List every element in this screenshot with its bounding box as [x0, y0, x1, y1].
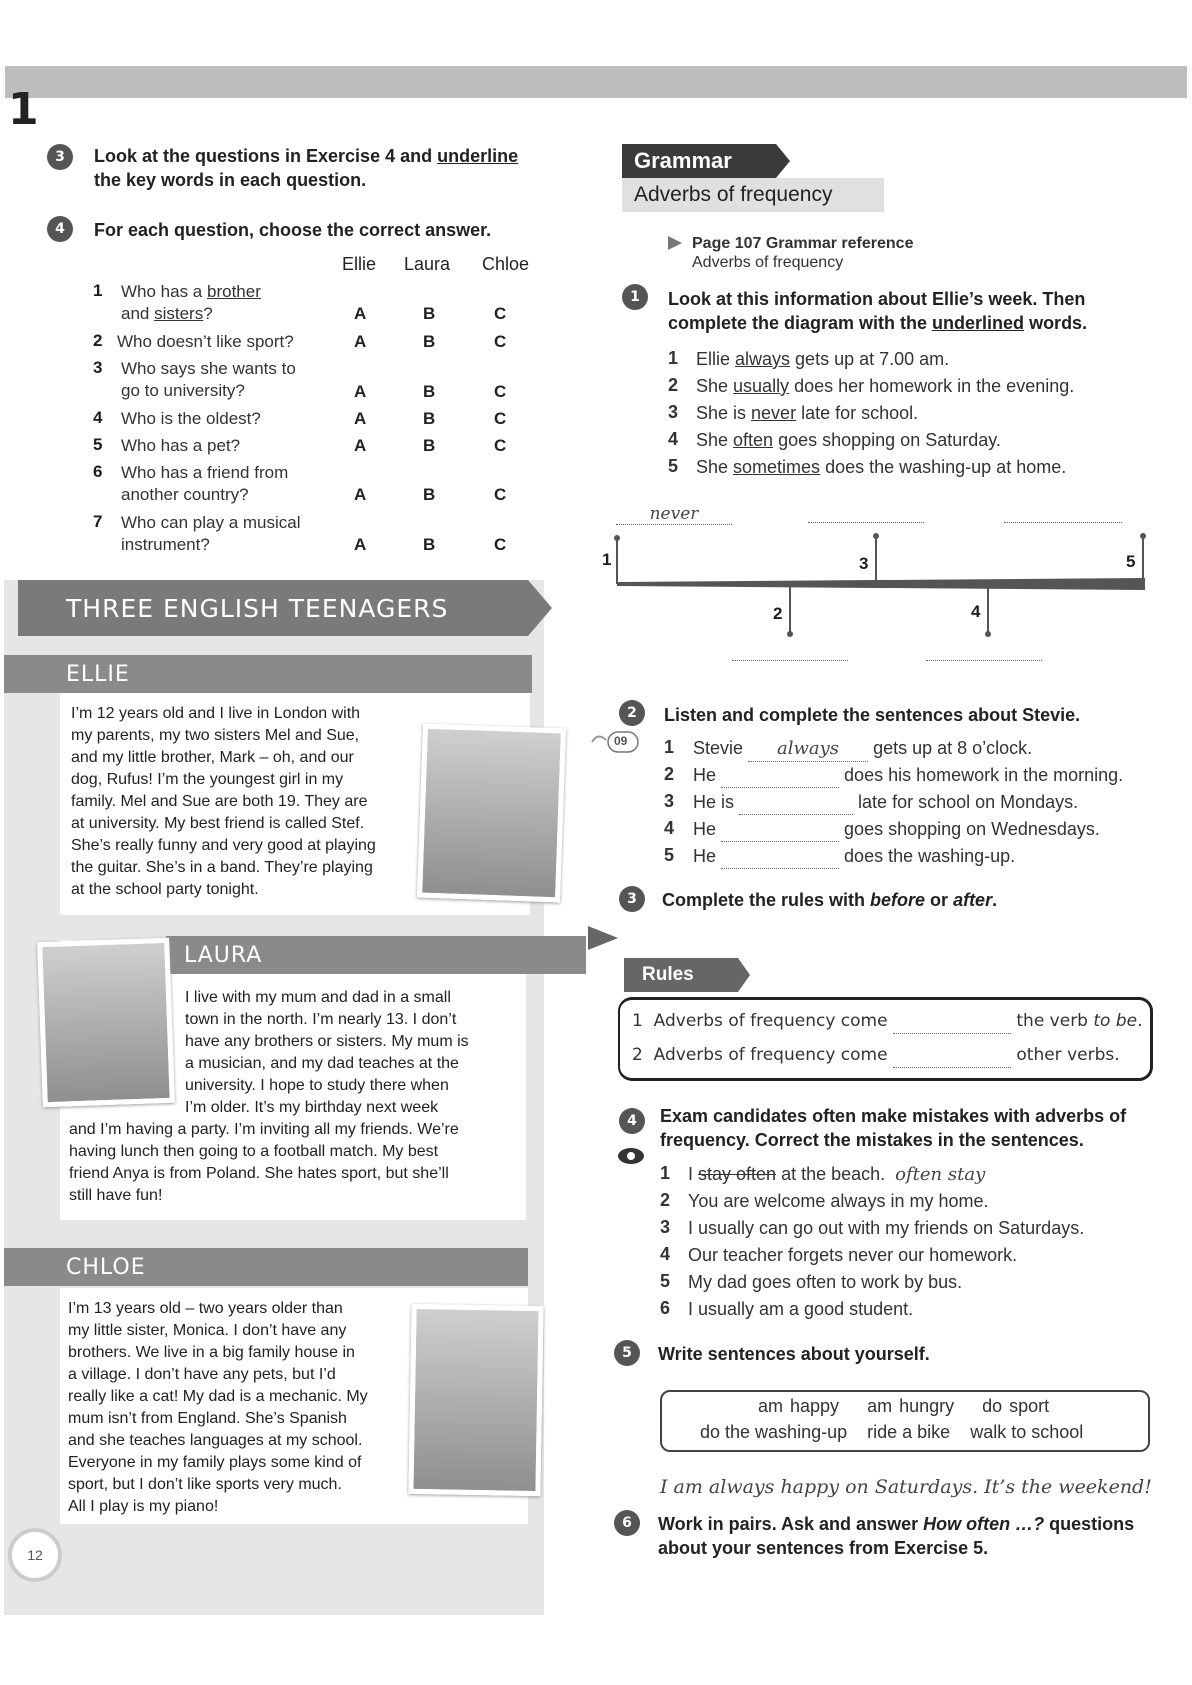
tick-dot: [787, 631, 793, 637]
option-c[interactable]: C: [494, 485, 507, 504]
sentence-text: He: [693, 765, 717, 785]
sentence-text: He: [693, 819, 717, 839]
instruction-italic: How often …?: [923, 1514, 1045, 1534]
answer-blank[interactable]: [721, 763, 839, 788]
question-text-line2: and sisters?: [121, 304, 213, 323]
sentence-number: 4: [660, 1244, 671, 1264]
laura-line: having lunch then going to a football match. My best: [69, 1143, 439, 1160]
option-c[interactable]: C: [494, 535, 507, 554]
grammar-reference-sub: Adverbs of frequency: [692, 254, 844, 271]
answer-blank[interactable]: [721, 817, 839, 842]
instruction-text: Work in pairs. Ask and answer: [658, 1514, 924, 1534]
question-text: Who doesn’t like sport?: [117, 332, 294, 351]
sentence-text: He: [693, 846, 717, 866]
grammar-exercise-number-1: 1: [622, 284, 648, 310]
grammar-tag: Grammar: [622, 144, 776, 178]
chloe-line: I’m 13 years old – two years older than: [68, 1300, 343, 1317]
sentence: [693, 736, 1032, 762]
sentence: [688, 1162, 985, 1187]
ellie-line: I’m 12 years old and I live in London with: [71, 705, 361, 722]
sentence-number: 3: [664, 791, 675, 811]
option-b[interactable]: B: [423, 535, 436, 554]
laura-line: town in the north. I’m nearly 13. I don’t: [185, 1011, 457, 1028]
question-text-line2: go to university?: [121, 381, 245, 400]
question-text: Who has a friend from: [121, 463, 289, 482]
sentence: [693, 763, 1123, 788]
scale-label-2: 2: [773, 604, 783, 623]
sentence: I usually am a good student.: [688, 1299, 914, 1319]
sentence-text: She: [696, 457, 734, 477]
instruction-text: questions: [1044, 1514, 1135, 1534]
sentence: [693, 844, 1015, 869]
sentence: [696, 374, 1074, 398]
ellie-line: at university. My best friend is called Stef.: [71, 815, 365, 832]
sentence-text: She is: [696, 403, 752, 423]
sentence-number: 1: [660, 1163, 671, 1183]
scale-label-5: 5: [1126, 552, 1136, 571]
rule-2: [632, 1043, 1120, 1068]
question-number: 2: [93, 331, 103, 350]
rule-1: [632, 1009, 1143, 1034]
ellie-line: and my little brother, Mark – oh, and our: [71, 749, 354, 766]
question-text-line2: instrument?: [121, 535, 210, 554]
rules-tag: Rules: [624, 958, 738, 992]
adverb: sometimes: [733, 457, 821, 477]
instruction-text: complete the diagram with the: [668, 313, 933, 333]
diagram-answer-1[interactable]: never: [616, 504, 732, 525]
laura-line: I’m older. It’s my birthday next week: [185, 1099, 439, 1116]
option-b[interactable]: B: [423, 304, 436, 323]
sentence-text: goes shopping on Saturday.: [773, 430, 1001, 450]
sentence-text: I: [688, 1164, 699, 1184]
instruction-text: words.: [1024, 313, 1088, 333]
diagram-blank-4[interactable]: [926, 660, 1042, 661]
laura-photo: [37, 938, 175, 1108]
answer-blank[interactable]: always: [748, 737, 868, 762]
sentence-text: at the beach.: [776, 1164, 886, 1184]
option-b[interactable]: B: [423, 382, 436, 401]
question-text: Who has a brother: [121, 282, 261, 301]
grammar-exercise-4-instruction: [660, 1104, 1126, 1152]
grammar-exercise-6-instruction: [658, 1512, 1134, 1560]
ellie-line: at the school party tonight.: [71, 881, 259, 898]
answer-blank[interactable]: [721, 844, 839, 869]
sentence-text: late for school.: [796, 403, 919, 423]
scale-label-3: 3: [859, 554, 869, 573]
answer-blank[interactable]: [739, 790, 853, 815]
question-number: 4: [93, 408, 103, 427]
word-chip: walk to school: [970, 1422, 1084, 1442]
instruction-before: before: [870, 890, 926, 910]
sentence-number: 4: [664, 818, 675, 838]
grammar-subtitle: Adverbs of frequency: [622, 178, 884, 212]
sentence-number: 2: [660, 1190, 671, 1210]
laura-line: university. I hope to study there when: [185, 1077, 449, 1094]
instruction-text: .: [992, 890, 998, 910]
word-chip: ride a bike: [867, 1422, 951, 1442]
header-bar: [5, 66, 1187, 98]
sentence-number: 5: [660, 1271, 671, 1291]
instruction-underline: underlined: [932, 313, 1025, 333]
ellie-name: ELLIE: [66, 662, 130, 687]
instruction-line: about your sentences from Exercise 5.: [658, 1538, 989, 1558]
laura-text-wide: [69, 1119, 529, 1207]
question-text-line2: another country?: [121, 485, 249, 504]
laura-name: LAURA: [184, 943, 263, 968]
scale-wedge: [617, 578, 1145, 590]
option-a[interactable]: A: [354, 436, 367, 455]
sentence-text: goes shopping on Wednesdays.: [844, 819, 1100, 839]
ellie-name-bar: [4, 655, 532, 693]
question-number: 7: [93, 512, 103, 531]
exercise-3-text-b: the key words in each question.: [94, 170, 367, 190]
ellie-line: the guitar. She’s in a band. They’re playing: [71, 859, 373, 876]
sentence-text: gets up at 7.00 am.: [790, 349, 950, 369]
ellie-line: dog, Rufus! I’m the youngest girl in my: [71, 771, 344, 788]
word-chip: am happy: [758, 1396, 840, 1416]
rule-text: the verb: [1016, 1011, 1094, 1031]
example-sentence: I am always happy on Saturdays. It’s the weekend!: [660, 1476, 1152, 1498]
question-text: Who says she wants to: [121, 359, 296, 378]
reading-title-banner: [18, 580, 528, 636]
tick-dot: [873, 533, 879, 539]
exercise-3-instruction: [94, 144, 544, 192]
option-b[interactable]: B: [423, 436, 436, 455]
sentence-number: 3: [668, 402, 679, 422]
scale-label-1: 1: [602, 550, 612, 569]
option-c[interactable]: C: [494, 304, 507, 323]
rule-text: Adverbs of frequency come: [653, 1045, 888, 1065]
sentence: [696, 347, 949, 371]
question-text: Who has a pet?: [121, 436, 241, 455]
grammar-tag-arrow: [776, 144, 790, 178]
adverb: usually: [733, 376, 790, 396]
question-text: Who is the oldest?: [121, 409, 261, 428]
option-b[interactable]: B: [423, 332, 436, 351]
adverb: never: [751, 403, 797, 423]
option-b[interactable]: B: [423, 409, 436, 428]
option-a[interactable]: A: [354, 382, 367, 401]
sentence: [696, 428, 1001, 452]
chloe-text: [68, 1298, 408, 1518]
sentence-text: She: [696, 376, 734, 396]
chloe-name-bar: [4, 1248, 528, 1286]
grammar-exercise-5-instruction: Write sentences about yourself.: [658, 1344, 930, 1364]
rule-text: other verbs.: [1016, 1045, 1120, 1065]
sentence-text: late for school on Mondays.: [858, 792, 1079, 812]
grammar-exercise-1-instruction: [668, 287, 1087, 335]
sentence-number: 6: [660, 1298, 671, 1318]
chloe-line: a village. I don’t have any pets, but I’d: [68, 1366, 336, 1383]
sentence-number: 5: [668, 456, 679, 476]
laura-line: a musician, and my dad teaches at the: [185, 1055, 459, 1072]
sentence-text: gets up at 8 o’clock.: [873, 738, 1033, 758]
rules-tag-arrow: [738, 958, 750, 992]
sentence-text: Stevie: [693, 738, 744, 758]
page-number-badge: 12: [8, 1528, 62, 1582]
chloe-line: mum isn’t from England. She’s Spanish: [68, 1410, 347, 1427]
sentence: You are welcome always in my home.: [688, 1191, 989, 1211]
option-b[interactable]: B: [423, 485, 436, 504]
instruction-after: after: [953, 890, 993, 910]
chloe-name: CHLOE: [66, 1255, 146, 1280]
diagram-blank-5[interactable]: [1004, 522, 1122, 523]
laura-text: [185, 987, 525, 1119]
laura-name-bar: [166, 936, 586, 974]
diagram-blank-3[interactable]: [808, 522, 924, 523]
rule-blank[interactable]: [893, 1043, 1011, 1068]
ellie-line: family. Mel and Sue are both 19. They are: [71, 793, 368, 810]
grammar-reference-link[interactable]: Page 107 Grammar reference: [692, 235, 914, 252]
sentence-text: does the washing-up at home.: [820, 457, 1067, 477]
laura-line: I live with my mum and dad in a small: [185, 989, 451, 1006]
ellie-photo: [417, 724, 566, 903]
sentence-text: does his homework in the morning.: [844, 765, 1124, 785]
sentence-text: She: [696, 430, 734, 450]
tick-dot: [985, 631, 991, 637]
instruction-text: Complete the rules with: [662, 890, 871, 910]
exam-eye-icon: [616, 1146, 646, 1166]
sentence-text: Ellie: [696, 349, 736, 369]
section-arrow-marker: [588, 926, 618, 950]
instruction-line: Exam candidates often make mistakes with adverbs of: [660, 1106, 1127, 1126]
exercise-3-underline-word: underline: [437, 146, 519, 166]
sentence-number: 5: [664, 845, 675, 865]
question-number: 3: [93, 358, 103, 377]
tick-dot: [614, 535, 620, 541]
option-c[interactable]: C: [494, 436, 507, 455]
sentence: My dad goes often to work by bus.: [688, 1272, 963, 1292]
diagram-blank-2[interactable]: [732, 660, 848, 661]
chloe-line: sport, but I don’t like sports very much.: [68, 1476, 342, 1493]
sentence-number: 2: [664, 764, 675, 784]
word-row-2: [700, 1420, 1083, 1444]
sentence-number: 3: [660, 1217, 671, 1237]
scale-label-4: 4: [971, 602, 981, 621]
option-a[interactable]: A: [354, 332, 367, 351]
option-c[interactable]: C: [494, 409, 507, 428]
option-c[interactable]: C: [494, 382, 507, 401]
rule-text: Adverbs of frequency come: [653, 1011, 888, 1031]
sentence-number: 4: [668, 429, 679, 449]
exercise-number-3: 3: [47, 144, 73, 170]
sentence: Our teacher forgets never our homework.: [688, 1245, 1018, 1265]
instruction-line: frequency. Correct the mistakes in the sentences.: [660, 1130, 1084, 1150]
grammar-exercise-2-instruction: Listen and complete the sentences about Stevie.: [664, 705, 1081, 725]
option-c[interactable]: C: [494, 332, 507, 351]
sentence: [693, 817, 1100, 842]
frequency-scale: [600, 500, 1160, 680]
rule-blank[interactable]: [893, 1009, 1011, 1034]
chloe-line: Everyone in my family plays some kind of: [68, 1454, 362, 1471]
adverb: often: [733, 430, 774, 450]
adverb: always: [735, 349, 791, 369]
column-chloe: Chloe: [482, 254, 530, 274]
grammar-exercise-3-instruction: [662, 888, 997, 912]
correction[interactable]: often stay: [895, 1164, 986, 1185]
exercise-number-4: 4: [47, 216, 73, 242]
column-laura: Laura: [404, 254, 451, 274]
word-chip: am hungry: [867, 1396, 955, 1416]
rule-number: 2: [632, 1045, 643, 1065]
rule-text: .: [1137, 1011, 1143, 1031]
struck-text: stay often: [698, 1164, 777, 1184]
audio-track-icon[interactable]: [588, 730, 646, 754]
chloe-line: All I play is my piano!: [68, 1498, 219, 1515]
ellie-line: my parents, my two sisters Mel and Sue,: [71, 727, 360, 744]
laura-line: and I’m having a party. I’m inviting all my friends. We’re: [69, 1121, 459, 1138]
exercise-3-text-a: Look at the questions in Exercise 4 and: [94, 146, 438, 166]
sentence: I usually can go out with my friends on Saturdays.: [688, 1218, 1085, 1238]
sentence-text: does the washing-up.: [844, 846, 1016, 866]
chloe-line: my little sister, Monica. I don’t have any: [68, 1322, 347, 1339]
play-arrow-icon: [668, 236, 682, 250]
rule-italic: to be: [1093, 1011, 1138, 1031]
chloe-line: really like a cat! My dad is a mechanic. My: [68, 1388, 368, 1405]
question-number: 1: [93, 281, 103, 300]
word-row-1: [758, 1394, 1049, 1418]
ellie-text: [71, 703, 416, 901]
laura-line: still have fun!: [69, 1187, 163, 1204]
sentence-number: 1: [664, 737, 675, 757]
sentence-text: He is: [693, 792, 735, 812]
sentence: [693, 790, 1078, 815]
instruction-text: or: [925, 890, 954, 910]
option-a[interactable]: A: [354, 304, 367, 323]
sentence-number: 1: [668, 348, 679, 368]
grammar-exercise-number-2: 2: [619, 700, 645, 726]
column-ellie: Ellie: [342, 254, 377, 274]
sentence-text: does her homework in the evening.: [789, 376, 1075, 396]
instruction-line: Look at this information about Ellie’s week. Then: [668, 289, 1086, 309]
sentence: [696, 401, 918, 425]
tick-dot: [1140, 533, 1146, 539]
ellie-line: She’s really funny and very good at playing: [71, 837, 376, 854]
unit-number: 1: [8, 84, 39, 135]
grammar-exercise-number-3: 3: [619, 886, 645, 912]
chloe-photo: [408, 1304, 543, 1496]
laura-line: friend Anya is from Poland. She hates sport, but she’ll: [69, 1165, 449, 1182]
grammar-exercise-number-5: 5: [614, 1340, 640, 1366]
reading-title: THREE ENGLISH TEENAGERS: [66, 594, 449, 623]
question-text: Who can play a musical: [121, 513, 301, 532]
sentence-number: 2: [668, 375, 679, 395]
option-a[interactable]: A: [354, 485, 367, 504]
laura-line: have any brothers or sisters. My mum is: [185, 1033, 469, 1050]
question-number: 5: [93, 435, 103, 454]
sentence: [696, 455, 1066, 479]
chloe-line: and she teaches languages at my school.: [68, 1432, 363, 1449]
exercise-4-instruction: For each question, choose the correct answer.: [94, 220, 492, 240]
option-a[interactable]: A: [354, 535, 367, 554]
grammar-exercise-number-4: 4: [619, 1108, 645, 1134]
word-chip: do sport: [982, 1396, 1050, 1416]
rule-number: 1: [632, 1011, 643, 1031]
word-chip: do the washing-up: [700, 1422, 848, 1442]
option-a[interactable]: A: [354, 409, 367, 428]
question-number: 6: [93, 462, 103, 481]
grammar-exercise-number-6: 6: [614, 1510, 640, 1536]
audio-track-number: 09: [614, 734, 628, 748]
frequency-diagram: [600, 500, 1160, 680]
chloe-line: brothers. We live in a big family house in: [68, 1344, 355, 1361]
